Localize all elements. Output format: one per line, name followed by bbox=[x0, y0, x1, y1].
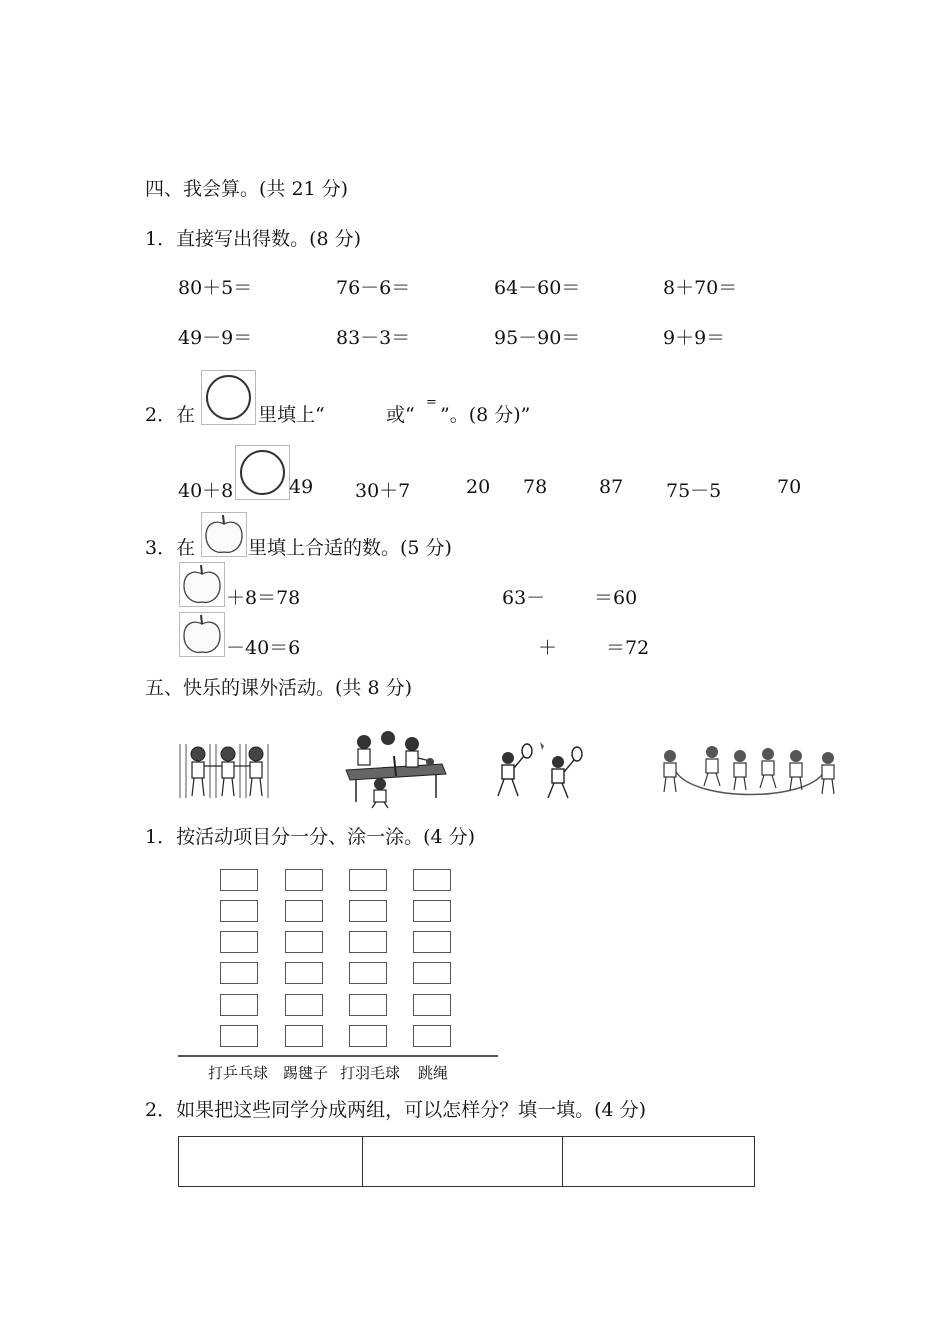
q3-eq-2-left: －40＝6 bbox=[226, 637, 301, 659]
coloring-cell[interactable] bbox=[285, 869, 323, 891]
circle-blank-icon bbox=[201, 370, 256, 425]
calc-2-3: 95－90＝ bbox=[494, 327, 581, 349]
q2-end: ”。(8 分)” bbox=[440, 404, 531, 426]
calc-1-4: 8＋70＝ bbox=[663, 277, 738, 299]
q3-eq-2-right-a: ＋ bbox=[538, 637, 558, 659]
q3-eq-2-right-b: ＝72 bbox=[606, 637, 650, 659]
compare-4-right: 70 bbox=[777, 476, 802, 498]
calc-1-3: 64－60＝ bbox=[494, 277, 581, 299]
s5-q2-title: 2．如果把这些同学分成两组，可以怎样分？填一填。(4 分) bbox=[145, 1099, 647, 1121]
compare-circle-input[interactable] bbox=[235, 445, 290, 500]
chart-baseline bbox=[178, 1055, 498, 1057]
category-label-pingpong: 打乒乓球 bbox=[208, 1064, 269, 1082]
coloring-cell[interactable] bbox=[220, 869, 258, 891]
coloring-cell[interactable] bbox=[349, 931, 387, 953]
jump-rope-icon bbox=[656, 742, 842, 800]
answer-cell-1[interactable] bbox=[179, 1137, 363, 1187]
q3-eq-1-left: ＋8＝78 bbox=[226, 587, 301, 609]
q2-prefix: 2．在 bbox=[145, 404, 196, 426]
category-label-jumprope: 跳绳 bbox=[418, 1064, 449, 1082]
coloring-cell[interactable] bbox=[220, 994, 258, 1016]
apple-icon bbox=[201, 512, 247, 557]
q2-middle: 或“ bbox=[386, 404, 415, 426]
coloring-cell[interactable] bbox=[413, 869, 451, 891]
apple-blank-input[interactable] bbox=[179, 562, 225, 607]
compare-2-left: 30＋7 bbox=[355, 480, 411, 502]
coloring-cell[interactable] bbox=[413, 994, 451, 1016]
q1-title: 1．直接写出得数。(8 分) bbox=[145, 228, 362, 250]
coloring-cell[interactable] bbox=[413, 900, 451, 922]
section-5-title: 五、快乐的课外活动。(共 8 分) bbox=[145, 677, 412, 699]
q2-suffix: 里填上“ bbox=[258, 404, 325, 426]
coloring-cell[interactable] bbox=[413, 1025, 451, 1047]
coloring-cell[interactable] bbox=[220, 900, 258, 922]
coloring-cell[interactable] bbox=[220, 931, 258, 953]
q3-prefix: 3．在 bbox=[145, 537, 196, 559]
badminton-icon bbox=[492, 740, 588, 802]
section-4-title: 四、我会算。(共 21 分) bbox=[145, 178, 349, 200]
q3-eq-1-right-b: ＝60 bbox=[594, 587, 638, 609]
q3-suffix: 里填上合适的数。(5 分) bbox=[248, 537, 452, 559]
coloring-cell[interactable] bbox=[220, 962, 258, 984]
coloring-cell[interactable] bbox=[349, 869, 387, 891]
coloring-cell[interactable] bbox=[285, 994, 323, 1016]
q2-symbol: = bbox=[426, 395, 437, 410]
answer-cell-3[interactable] bbox=[563, 1137, 755, 1187]
coloring-cell[interactable] bbox=[285, 900, 323, 922]
calc-1-1: 80＋5＝ bbox=[178, 277, 253, 299]
coloring-cell[interactable] bbox=[285, 962, 323, 984]
coloring-cell[interactable] bbox=[349, 900, 387, 922]
coloring-cell[interactable] bbox=[285, 1025, 323, 1047]
answer-cell-2[interactable] bbox=[363, 1137, 563, 1187]
category-label-badminton: 打羽毛球 bbox=[340, 1064, 401, 1082]
coloring-cell[interactable] bbox=[349, 962, 387, 984]
coloring-cell[interactable] bbox=[413, 931, 451, 953]
q3-eq-1-right-a: 63－ bbox=[502, 587, 546, 609]
coloring-cell[interactable] bbox=[220, 1025, 258, 1047]
kids-group-icon bbox=[178, 742, 272, 800]
calc-2-4: 9＋9＝ bbox=[663, 327, 726, 349]
category-label-shuttlecock: 踢毽子 bbox=[283, 1064, 329, 1082]
apple-blank-input[interactable] bbox=[179, 612, 225, 657]
s5-q1-title: 1．按活动项目分一分、涂一涂。(4 分) bbox=[145, 826, 476, 848]
answer-table bbox=[178, 1136, 755, 1187]
calc-2-2: 83－3＝ bbox=[336, 327, 411, 349]
compare-1-left: 40＋8 bbox=[178, 480, 234, 502]
compare-3-left: 78 bbox=[523, 476, 548, 498]
coloring-cell[interactable] bbox=[285, 931, 323, 953]
calc-1-2: 76－6＝ bbox=[336, 277, 411, 299]
coloring-cell[interactable] bbox=[349, 994, 387, 1016]
compare-1-right: 49 bbox=[289, 476, 314, 498]
calc-2-1: 49－9＝ bbox=[178, 327, 253, 349]
compare-2-right: 20 bbox=[466, 476, 491, 498]
coloring-cell[interactable] bbox=[349, 1025, 387, 1047]
compare-3-right: 87 bbox=[599, 476, 624, 498]
ping-pong-icon bbox=[336, 728, 452, 810]
coloring-cell[interactable] bbox=[413, 962, 451, 984]
compare-4-left: 75－5 bbox=[666, 480, 722, 502]
